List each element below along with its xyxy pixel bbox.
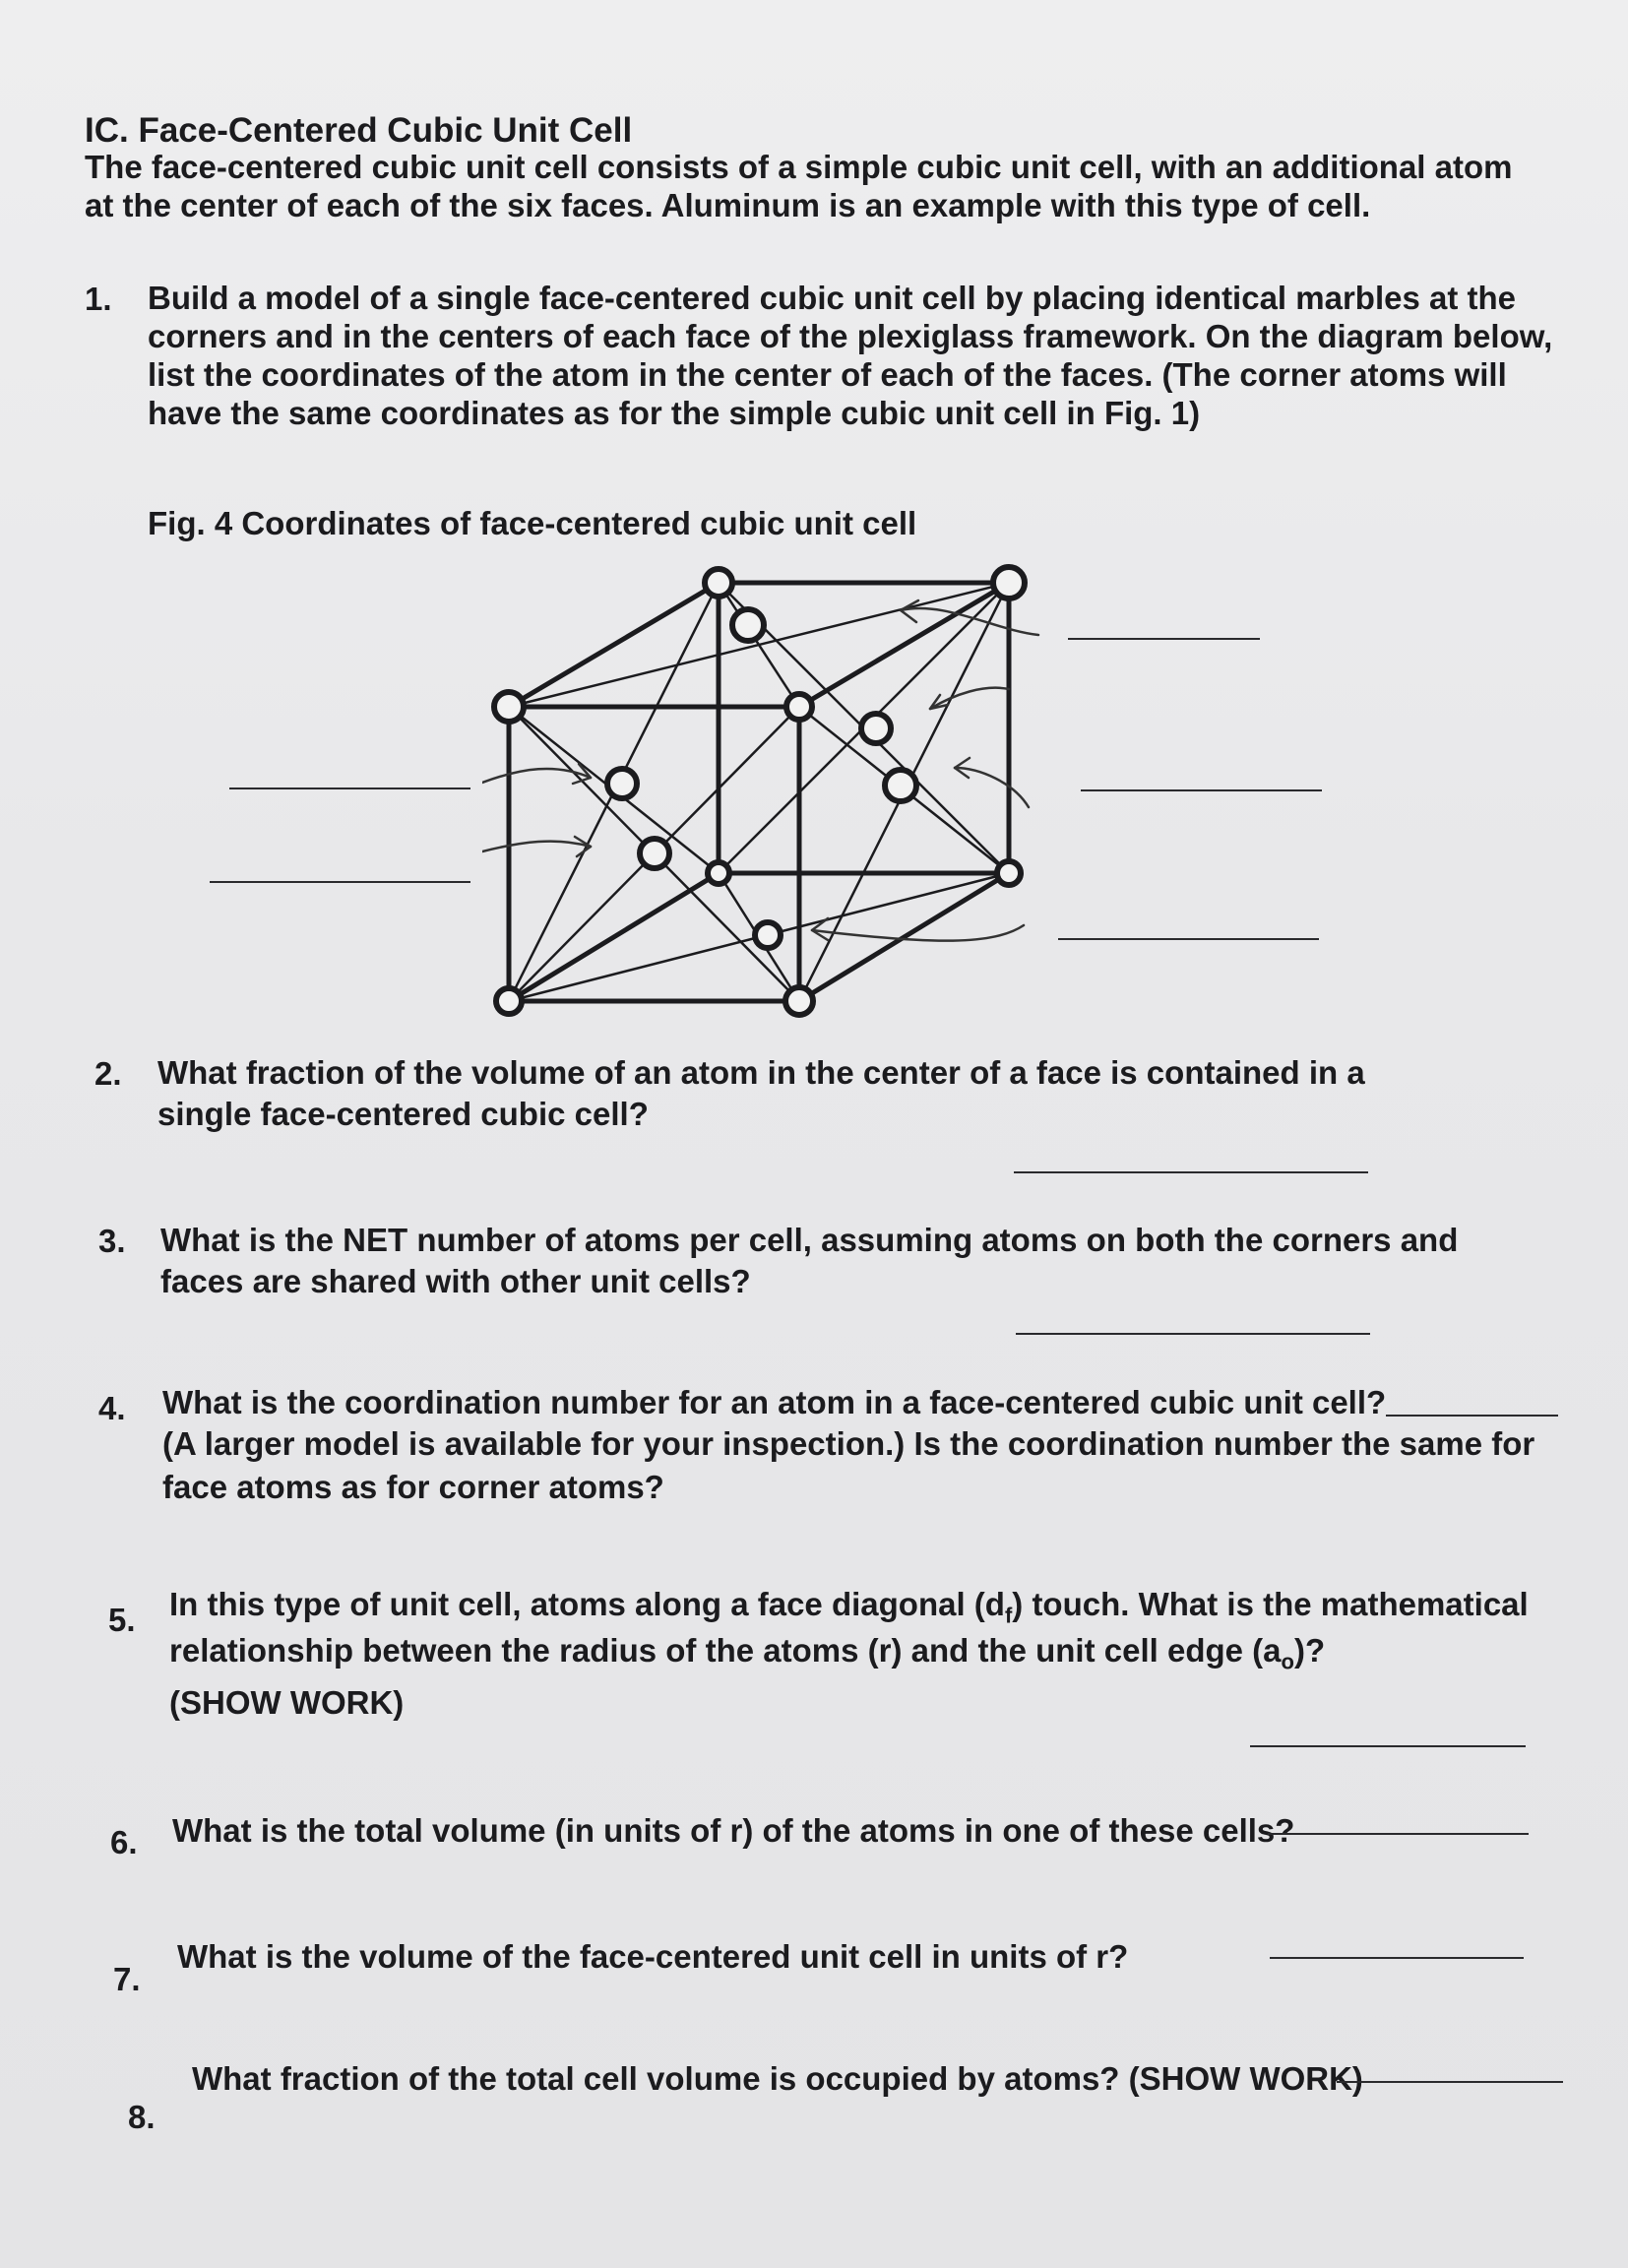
- pencil-arrow: [482, 842, 591, 851]
- pencil-arrow: [482, 769, 591, 783]
- q5-line-2-sub: o: [1281, 1649, 1294, 1674]
- q2-line-1: What fraction of the volume of an atom in the center of a face is contained in a: [157, 1054, 1365, 1091]
- face-center-atom: [885, 770, 916, 801]
- face-coordinate-blank-2[interactable]: [229, 788, 470, 789]
- q3-number: 3.: [98, 1223, 126, 1259]
- q3-answer-blank[interactable]: [1016, 1333, 1370, 1335]
- q1-line-3: list the coordinates of the atom in the center of each of the faces. (The corner atoms will: [148, 356, 1507, 393]
- face-center-atom: [640, 839, 669, 868]
- q4-answer-blank[interactable]: [1386, 1415, 1558, 1417]
- section-title: IC. Face-Centered Cubic Unit Cell: [85, 111, 633, 150]
- q5-line-1-sub: f: [1004, 1603, 1013, 1628]
- face-coordinate-blank-3[interactable]: [1081, 789, 1322, 791]
- q1-line-1: Build a model of a single face-centered cubic unit cell by placing identical marbles at the: [148, 280, 1517, 316]
- q1-line-2: corners and in the centers of each face of the plexiglass framework. On the diagram below,: [148, 318, 1553, 354]
- q5-number: 5.: [108, 1602, 136, 1638]
- q4-line-3: face atoms as for corner atoms?: [162, 1469, 664, 1505]
- q2-line-2: single face-centered cubic cell?: [157, 1096, 649, 1132]
- intro-line-1-pre: The: [85, 149, 152, 185]
- face-coordinate-blank-4[interactable]: [210, 881, 470, 883]
- corner-atom: [705, 569, 732, 597]
- corner-atom: [785, 987, 813, 1015]
- face-coordinate-blank-1[interactable]: [1068, 638, 1260, 640]
- pencil-arrow: [955, 768, 1029, 807]
- q4-line-2: (A larger model is available for your inspection.) Is the coordination number the same for: [162, 1425, 1535, 1462]
- q5-line-3: (SHOW WORK): [169, 1684, 405, 1721]
- fcc-unit-cell-figure: [482, 556, 1043, 1029]
- q7-line-1: What is the volume of the face-centered unit cell in units of r?: [177, 1938, 1129, 1975]
- q8-answer-blank[interactable]: [1337, 2081, 1563, 2083]
- q7-number: 7.: [113, 1961, 141, 1997]
- corner-atom: [993, 567, 1025, 598]
- pencil-arrowhead: [901, 600, 918, 622]
- q3-line-2: faces are shared with other unit cells?: [160, 1263, 751, 1299]
- face-diagonal: [719, 583, 799, 707]
- q2-answer-blank[interactable]: [1014, 1171, 1368, 1173]
- intro-line-1-bold: face-centered cubic unit cell: [151, 149, 589, 185]
- q3-line-1: What is the NET number of atoms per cell, assuming atoms on both the corners and: [160, 1222, 1459, 1258]
- corner-atom: [708, 862, 729, 884]
- corner-atom: [786, 694, 812, 720]
- q6-answer-blank[interactable]: [1268, 1833, 1529, 1835]
- q1-number: 1.: [85, 281, 112, 317]
- q5-line-1-post: ) touch. What is the mathematical: [1012, 1586, 1529, 1622]
- q7-answer-blank[interactable]: [1270, 1957, 1524, 1959]
- q1-line-4: have the same coordinates as for the simple cubic unit cell in Fig. 1): [148, 395, 1201, 431]
- q5-answer-blank[interactable]: [1250, 1745, 1526, 1747]
- q8-number: 8.: [128, 2099, 156, 2135]
- q5-line-1: [169, 1585, 1529, 1636]
- q5-line-1-pre: In this type of unit cell, atoms along a face diagonal (d: [169, 1586, 1005, 1622]
- q5-line-2-pre: relationship between the radius of the atoms (r) and the unit cell edge (a: [169, 1632, 1282, 1669]
- intro-line-1-post: consists of a simple cubic unit cell, with an additional atom: [588, 149, 1513, 185]
- face-center-atom: [861, 714, 891, 743]
- corner-atom: [997, 861, 1021, 885]
- q5-line-2-post: )?: [1293, 1632, 1326, 1669]
- face-center-atom: [732, 609, 764, 641]
- face-coordinate-blank-5[interactable]: [1058, 938, 1319, 940]
- corner-atom: [494, 692, 524, 722]
- face-center-atom: [755, 922, 781, 948]
- intro-line-1: [85, 148, 1512, 187]
- intro-line-2: at the center of each of the six faces. Aluminum is an example with this type of cell.: [85, 187, 1371, 223]
- corner-atom: [496, 988, 522, 1014]
- q5-line-2: [169, 1631, 1325, 1682]
- q8-line-1: What fraction of the total cell volume is occupied by atoms? (SHOW WORK): [192, 2060, 1363, 2097]
- q2-number: 2.: [94, 1055, 122, 1092]
- q6-line-1: What is the total volume (in units of r) of the atoms in one of these cells?: [172, 1812, 1295, 1849]
- face-center-atom: [607, 769, 637, 798]
- q6-number: 6.: [110, 1824, 138, 1860]
- q4-line-1: What is the coordination number for an atom in a face-centered cubic unit cell?: [162, 1384, 1387, 1420]
- q4-number: 4.: [98, 1390, 126, 1426]
- figure-caption: Fig. 4 Coordinates of face-centered cubic unit cell: [148, 505, 917, 541]
